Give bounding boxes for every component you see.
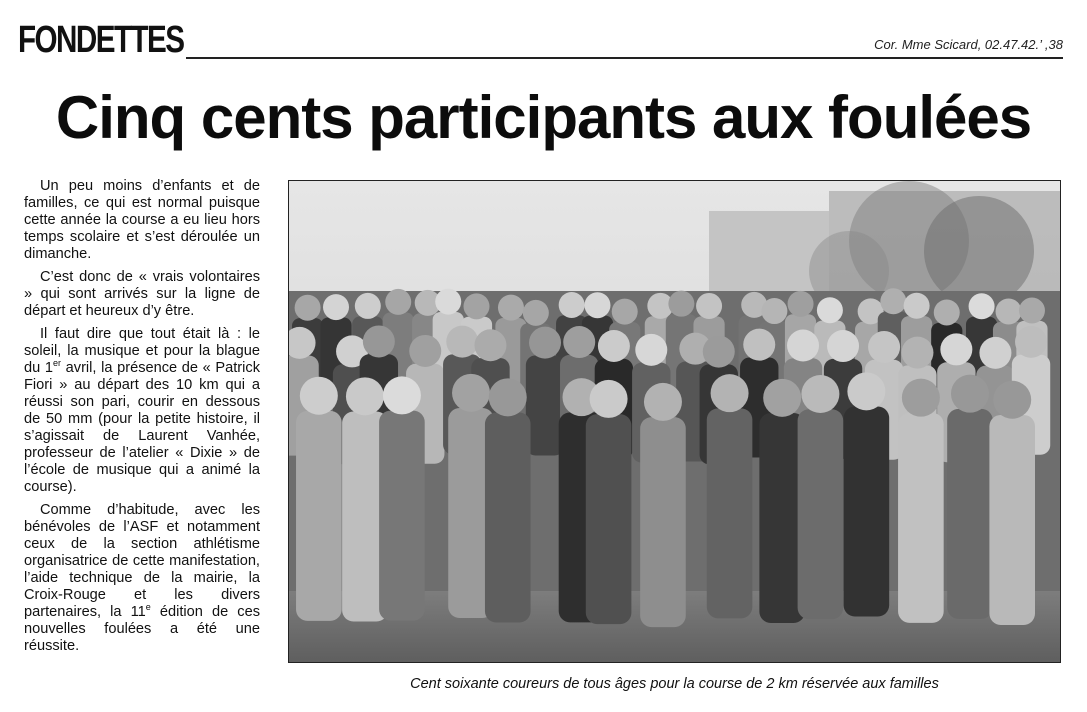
runner-body	[989, 415, 1035, 625]
runner-head	[668, 291, 694, 317]
runner-head	[523, 300, 549, 326]
section-title: FONDETTES	[18, 19, 184, 61]
runner-head	[904, 293, 930, 319]
photo-runners-crowd-icon	[289, 181, 1061, 663]
runner-body	[798, 409, 844, 619]
race-photo	[288, 180, 1061, 663]
runner-head	[703, 336, 735, 368]
runner-body	[485, 413, 531, 623]
runner-head	[880, 288, 906, 314]
runner-head	[743, 329, 775, 361]
runner-head	[644, 383, 682, 421]
runner-head	[761, 298, 787, 324]
runner-head	[385, 289, 411, 315]
runner-head	[827, 330, 859, 362]
runner-head	[323, 294, 349, 320]
runner-head	[559, 292, 585, 318]
runner-head	[409, 335, 441, 367]
runner-head	[996, 298, 1022, 324]
runner-body	[844, 407, 890, 617]
article-headline: Cinq cents participants aux foulées	[55, 84, 1032, 151]
runner-head	[788, 291, 814, 317]
runner-body	[526, 355, 564, 455]
runner-head	[590, 380, 628, 418]
paragraph-text: édition de ces nouvelles foulées a été une réussite.	[24, 604, 260, 654]
runner-head	[979, 337, 1011, 369]
runner-head	[363, 325, 395, 357]
runner-head	[498, 295, 524, 321]
runner-head	[817, 297, 843, 323]
runner-head	[1019, 298, 1045, 324]
runner-head	[635, 334, 667, 366]
runner-head	[696, 293, 722, 319]
runner-head	[584, 292, 610, 318]
runner-head	[598, 330, 630, 362]
runner-body	[379, 411, 425, 621]
runner-head	[300, 377, 338, 415]
runner-head	[787, 330, 819, 362]
article-paragraph: Un peu moins d’enfants et de familles, ce qui est normal puisque cette année la course a eu lieu hors temps scolaire et s’est déroulée un dimanche.	[24, 178, 260, 262]
runner-head	[452, 374, 490, 412]
runner-head	[435, 289, 461, 315]
runner-head	[295, 295, 321, 321]
photo-caption: Cent soixante coureurs de tous âges pour la course de 2 km réservée aux familles	[410, 676, 939, 692]
runner-head	[446, 326, 478, 358]
runner-head	[474, 329, 506, 361]
runner-head	[868, 331, 900, 363]
runner-head	[993, 381, 1031, 419]
article-paragraph: C’est donc de « vrais volontaires » qui sont arrivés sur la ligne de départ et heureux d’y être.	[24, 269, 260, 319]
runner-head	[940, 333, 972, 365]
runner-head	[711, 374, 749, 412]
runner-head	[1015, 326, 1047, 358]
runner-head	[934, 299, 960, 325]
runner-body	[586, 414, 632, 624]
runner-body	[947, 409, 993, 619]
runner-head	[612, 299, 638, 325]
runner-head	[563, 326, 595, 358]
runner-head	[346, 377, 384, 415]
runner-body	[640, 417, 686, 627]
runner-body	[296, 411, 342, 621]
runner-head	[383, 376, 421, 414]
correspondent-contact: Cor. Mme Scicard, 02.47.42.’ ,38	[868, 37, 1063, 52]
runner-body	[898, 413, 944, 623]
runner-head	[847, 372, 885, 410]
paragraph-text: Il faut dire que tout était là : le soleil, la musique et pour la blague du 1	[24, 326, 260, 376]
header-rule	[186, 57, 1063, 59]
runner-head	[902, 379, 940, 417]
paragraph-text: avril, la présence de « Patrick Fiori » au départ des 10 km qui a réussi son pari, courir en dessous de 50 mm (pour la petite histoire, il s’agissait de Laurent Vanhée, professeur de l’atelier « Dixie » de l’école de musique qui a animé la course).	[24, 360, 261, 495]
runner-head	[464, 293, 490, 319]
paragraph-text: Comme d’habitude, avec les bénévoles de l’ASF et notamment ceux de la section athlétisme organisatrice de cette manifestation, l’aide technique de la mairie, la Croix-Rouge et les divers partenaires, la 11	[24, 502, 260, 620]
article-body	[24, 178, 260, 661]
runner-head	[763, 379, 801, 417]
article-paragraph	[24, 326, 260, 496]
runner-body	[707, 408, 753, 618]
runner-head	[951, 375, 989, 413]
ordinal-suffix: e	[145, 602, 151, 613]
runner-head	[969, 293, 995, 319]
article-paragraph	[24, 502, 260, 655]
runner-head	[801, 375, 839, 413]
runner-head	[529, 327, 561, 359]
runner-head	[355, 293, 381, 319]
runner-head	[901, 337, 933, 369]
runner-head	[489, 378, 527, 416]
ordinal-suffix: er	[53, 358, 62, 369]
